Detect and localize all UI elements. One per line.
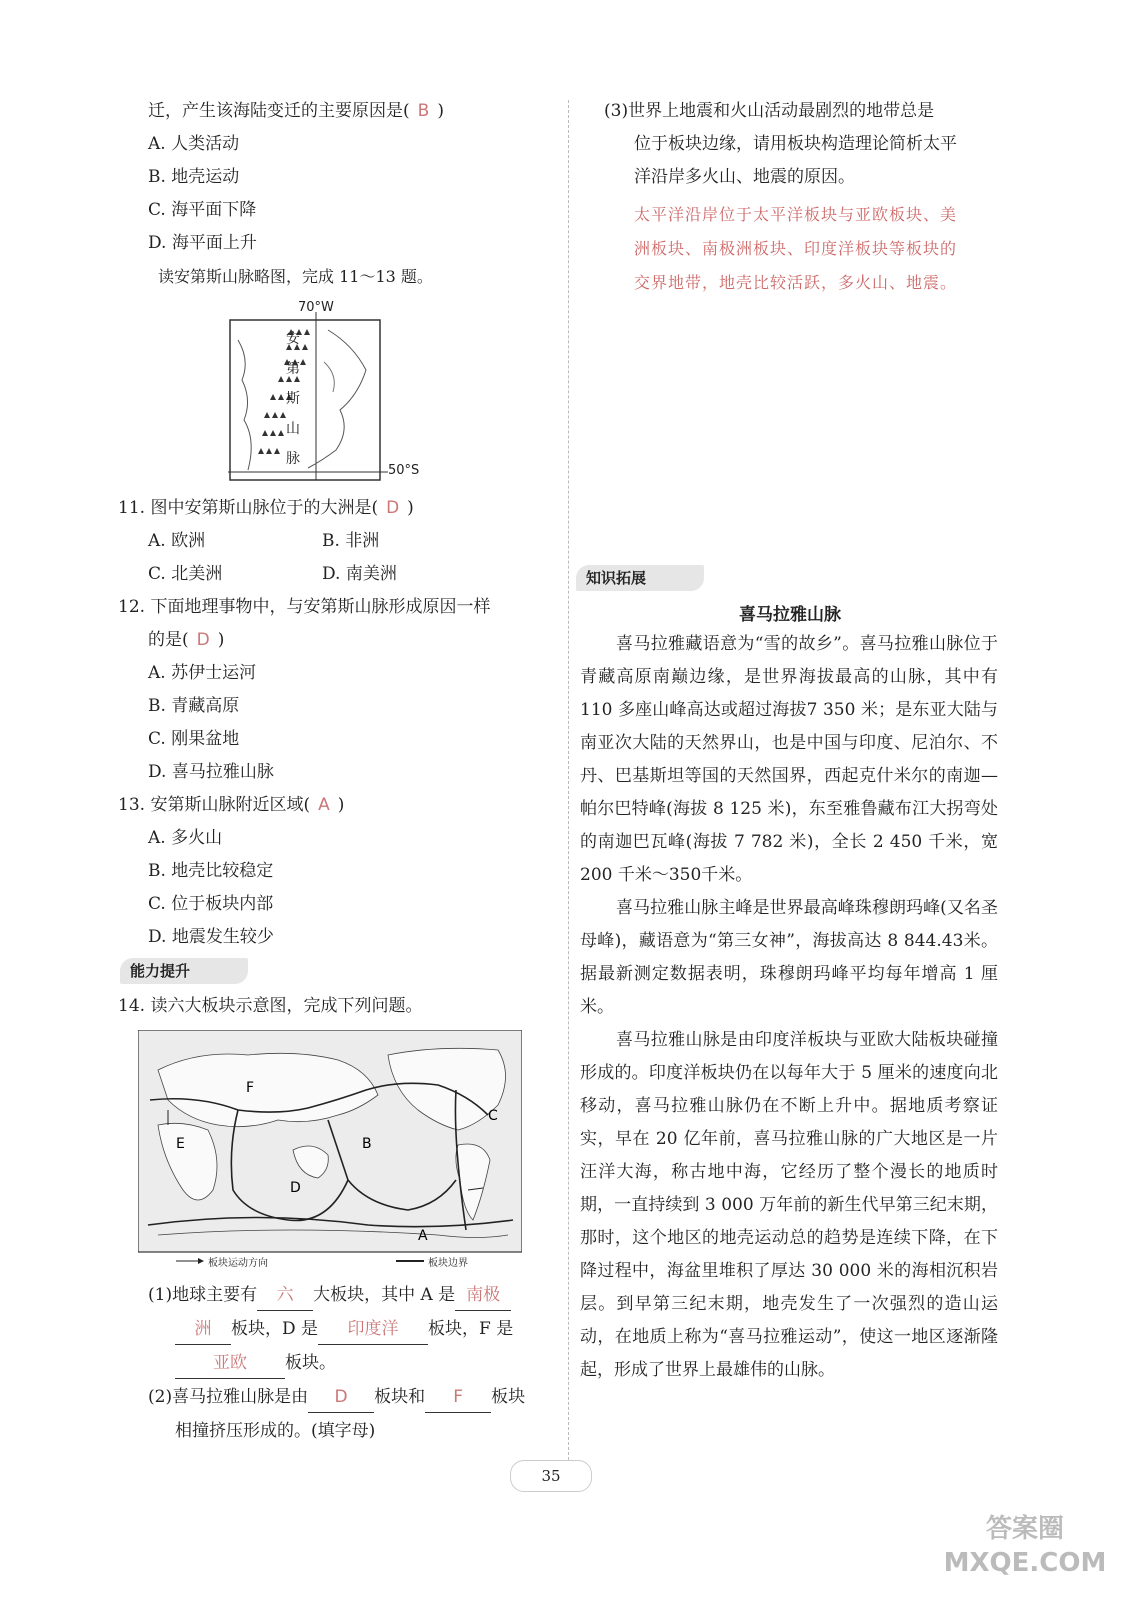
answer-blank: 印度洋 [318, 1314, 428, 1345]
answer-blank: 六 [257, 1280, 313, 1311]
q14-part3-line2: 位于板块边缘，请用板块构造理论简析太平 [634, 134, 957, 154]
ability-section-tag: 能力提升 [120, 958, 248, 984]
q13-option: C. 位于板块内部 [148, 894, 274, 914]
article-title: 喜马拉雅山脉 [739, 605, 841, 625]
column-divider [568, 100, 569, 1460]
q11-option: D. 南美洲 [322, 564, 397, 584]
q10-option: B. 地壳运动 [148, 167, 240, 187]
q11-option: C. 北美洲 [148, 564, 223, 584]
article-paragraph-3: 喜马拉雅山脉是由印度洋板块与亚欧大陆板块碰撞形成的。印度洋板块仍在以每年大于 5 厘米的速度向北移动，喜马拉雅山脉仍在不断上升中。据地质考察证实，早在 20 亿年前，喜马拉雅山脉的广大地区是一片汪洋大海，称古地中海，它经历了整个漫长的地质时期，一直持续到 3 000 万年前的新生代早第三纪末期，那时，这个地区的地壳运动总的趋势是连续下降，在下降过程中，海盆里堆积了厚达 30 000 米的海相沉积岩层。到早第三纪末期，地壳发生了一次强烈的造山运动，在地质上称为“喜马拉雅运动”，使这一地区逐渐隆起，形成了世界上最雄伟的山脉。 [580, 1030, 998, 1380]
q14-stem: 14. 读六大板块示意图，完成下列问题。 [118, 996, 423, 1016]
q14-part2-line2: 相撞挤压形成的。(填字母) [175, 1421, 376, 1441]
q14-part3-answer-line: 交界地带，地壳比较活跃，多火山、地震。 [634, 273, 958, 292]
q12-stem-cont: 的是( D ) [148, 630, 225, 650]
q12-option: D. 喜马拉雅山脉 [148, 762, 274, 782]
latitude-label: 50°S [388, 463, 420, 478]
q11-option: A. 欧洲 [148, 531, 206, 551]
answer-blank: F [425, 1382, 491, 1413]
plate-label: B [362, 1136, 372, 1152]
legend-boundary-label: 板块边界 [428, 1258, 468, 1269]
q14-part3-answer-line: 太平洋沿岸位于太平洋板块与亚欧板块、美 [634, 205, 958, 224]
plate-label: E [176, 1136, 185, 1152]
article-paragraph-1: 喜马拉雅藏语意为“雪的故乡”。喜马拉雅山脉位于青藏高原南巅边缘，是世界海拔最高的山脉，其中有 110 多座山峰高达或超过海拔7 350 米；是东亚大陆与南亚次大陆的天然界山，也是中国与印度、尼泊尔、不丹、巴基斯坦等国的天然国界，西起克什米尔的南迦—帕尔巴特峰(海拔 8 125 米)，东至雅鲁藏布江大拐弯处的南迦巴瓦峰(海拔 7 782 米)，全长 2 450 千米，宽200 千米～350千米。 [580, 634, 998, 885]
longitude-label: 70°W [298, 300, 334, 315]
q14-part1-line2: 洲 板块，D 是 印度洋 板块，F 是 [175, 1314, 513, 1345]
answer-blank: 南极 [455, 1280, 511, 1311]
article-paragraph-2: 喜马拉雅山脉主峰是世界最高峰珠穆朗玛峰(又名圣母峰)，藏语意为“第三女神”，海拔高达 8 844.43米。据最新测定数据表明，珠穆朗玛峰平均每年增高 1 厘米。 [580, 898, 998, 1017]
watermark: 答案圈 MXQE.COM [943, 1514, 1107, 1578]
q11-stem: 11. 图中安第斯山脉位于的大洲是( D ) [118, 498, 414, 518]
q12-option: A. 苏伊士运河 [148, 663, 257, 683]
answer-blank: 洲 [175, 1314, 231, 1345]
q14-part2-line1: (2)喜马拉雅山脉是由 D 板块和 F 板块 [148, 1382, 525, 1413]
q10-option: D. 海平面上升 [148, 233, 257, 253]
q14-part1-line3: 亚欧 板块。 [175, 1348, 336, 1379]
plate-label: A [418, 1228, 428, 1244]
knowledge-section-tag: 知识拓展 [576, 565, 704, 591]
plate-label: C [488, 1108, 498, 1124]
q14-part3-answer-line: 洲板块、南极洲板块、印度洋板块等板块的 [634, 239, 958, 258]
q13-stem: 13. 安第斯山脉附近区域( A ) [118, 795, 345, 815]
andes-map [228, 300, 420, 485]
q12-stem: 12. 下面地理事物中，与安第斯山脉形成原因一样 [118, 597, 491, 617]
q10-option: A. 人类活动 [148, 134, 240, 154]
q12-option: C. 刚果盆地 [148, 729, 240, 749]
q14-part3-line1: (3)世界上地震和火山活动最剧烈的地带总是 [604, 101, 935, 121]
andes-vertical-label: 安 第 斯 山 脉 [286, 331, 300, 467]
plates-map [138, 1030, 522, 1268]
q13-option: A. 多火山 [148, 828, 223, 848]
q14-part1-line1: (1)地球主要有 六 大板块，其中 A 是 南极 [148, 1280, 511, 1311]
q11-option: B. 非洲 [322, 531, 380, 551]
q10-option: C. 海平面下降 [148, 200, 257, 220]
page-number: 35 [510, 1460, 592, 1492]
q13-option: D. 地震发生较少 [148, 927, 274, 947]
answer-blank: D [308, 1382, 374, 1413]
q11-13-intro: 读安第斯山脉略图，完成 11～13 题。 [158, 267, 433, 286]
plate-label: D [290, 1180, 301, 1196]
q13-option: B. 地壳比较稳定 [148, 861, 274, 881]
legend-motion-label: 板块运动方向 [208, 1258, 268, 1269]
q10-stem: 迁，产生该海陆变迁的主要原因是( B ) [148, 101, 444, 121]
answer-blank: 亚欧 [175, 1348, 285, 1379]
plate-label: F [246, 1080, 255, 1096]
q12-option: B. 青藏高原 [148, 696, 240, 716]
q14-part3-line3: 洋沿岸多火山、地震的原因。 [634, 167, 855, 187]
